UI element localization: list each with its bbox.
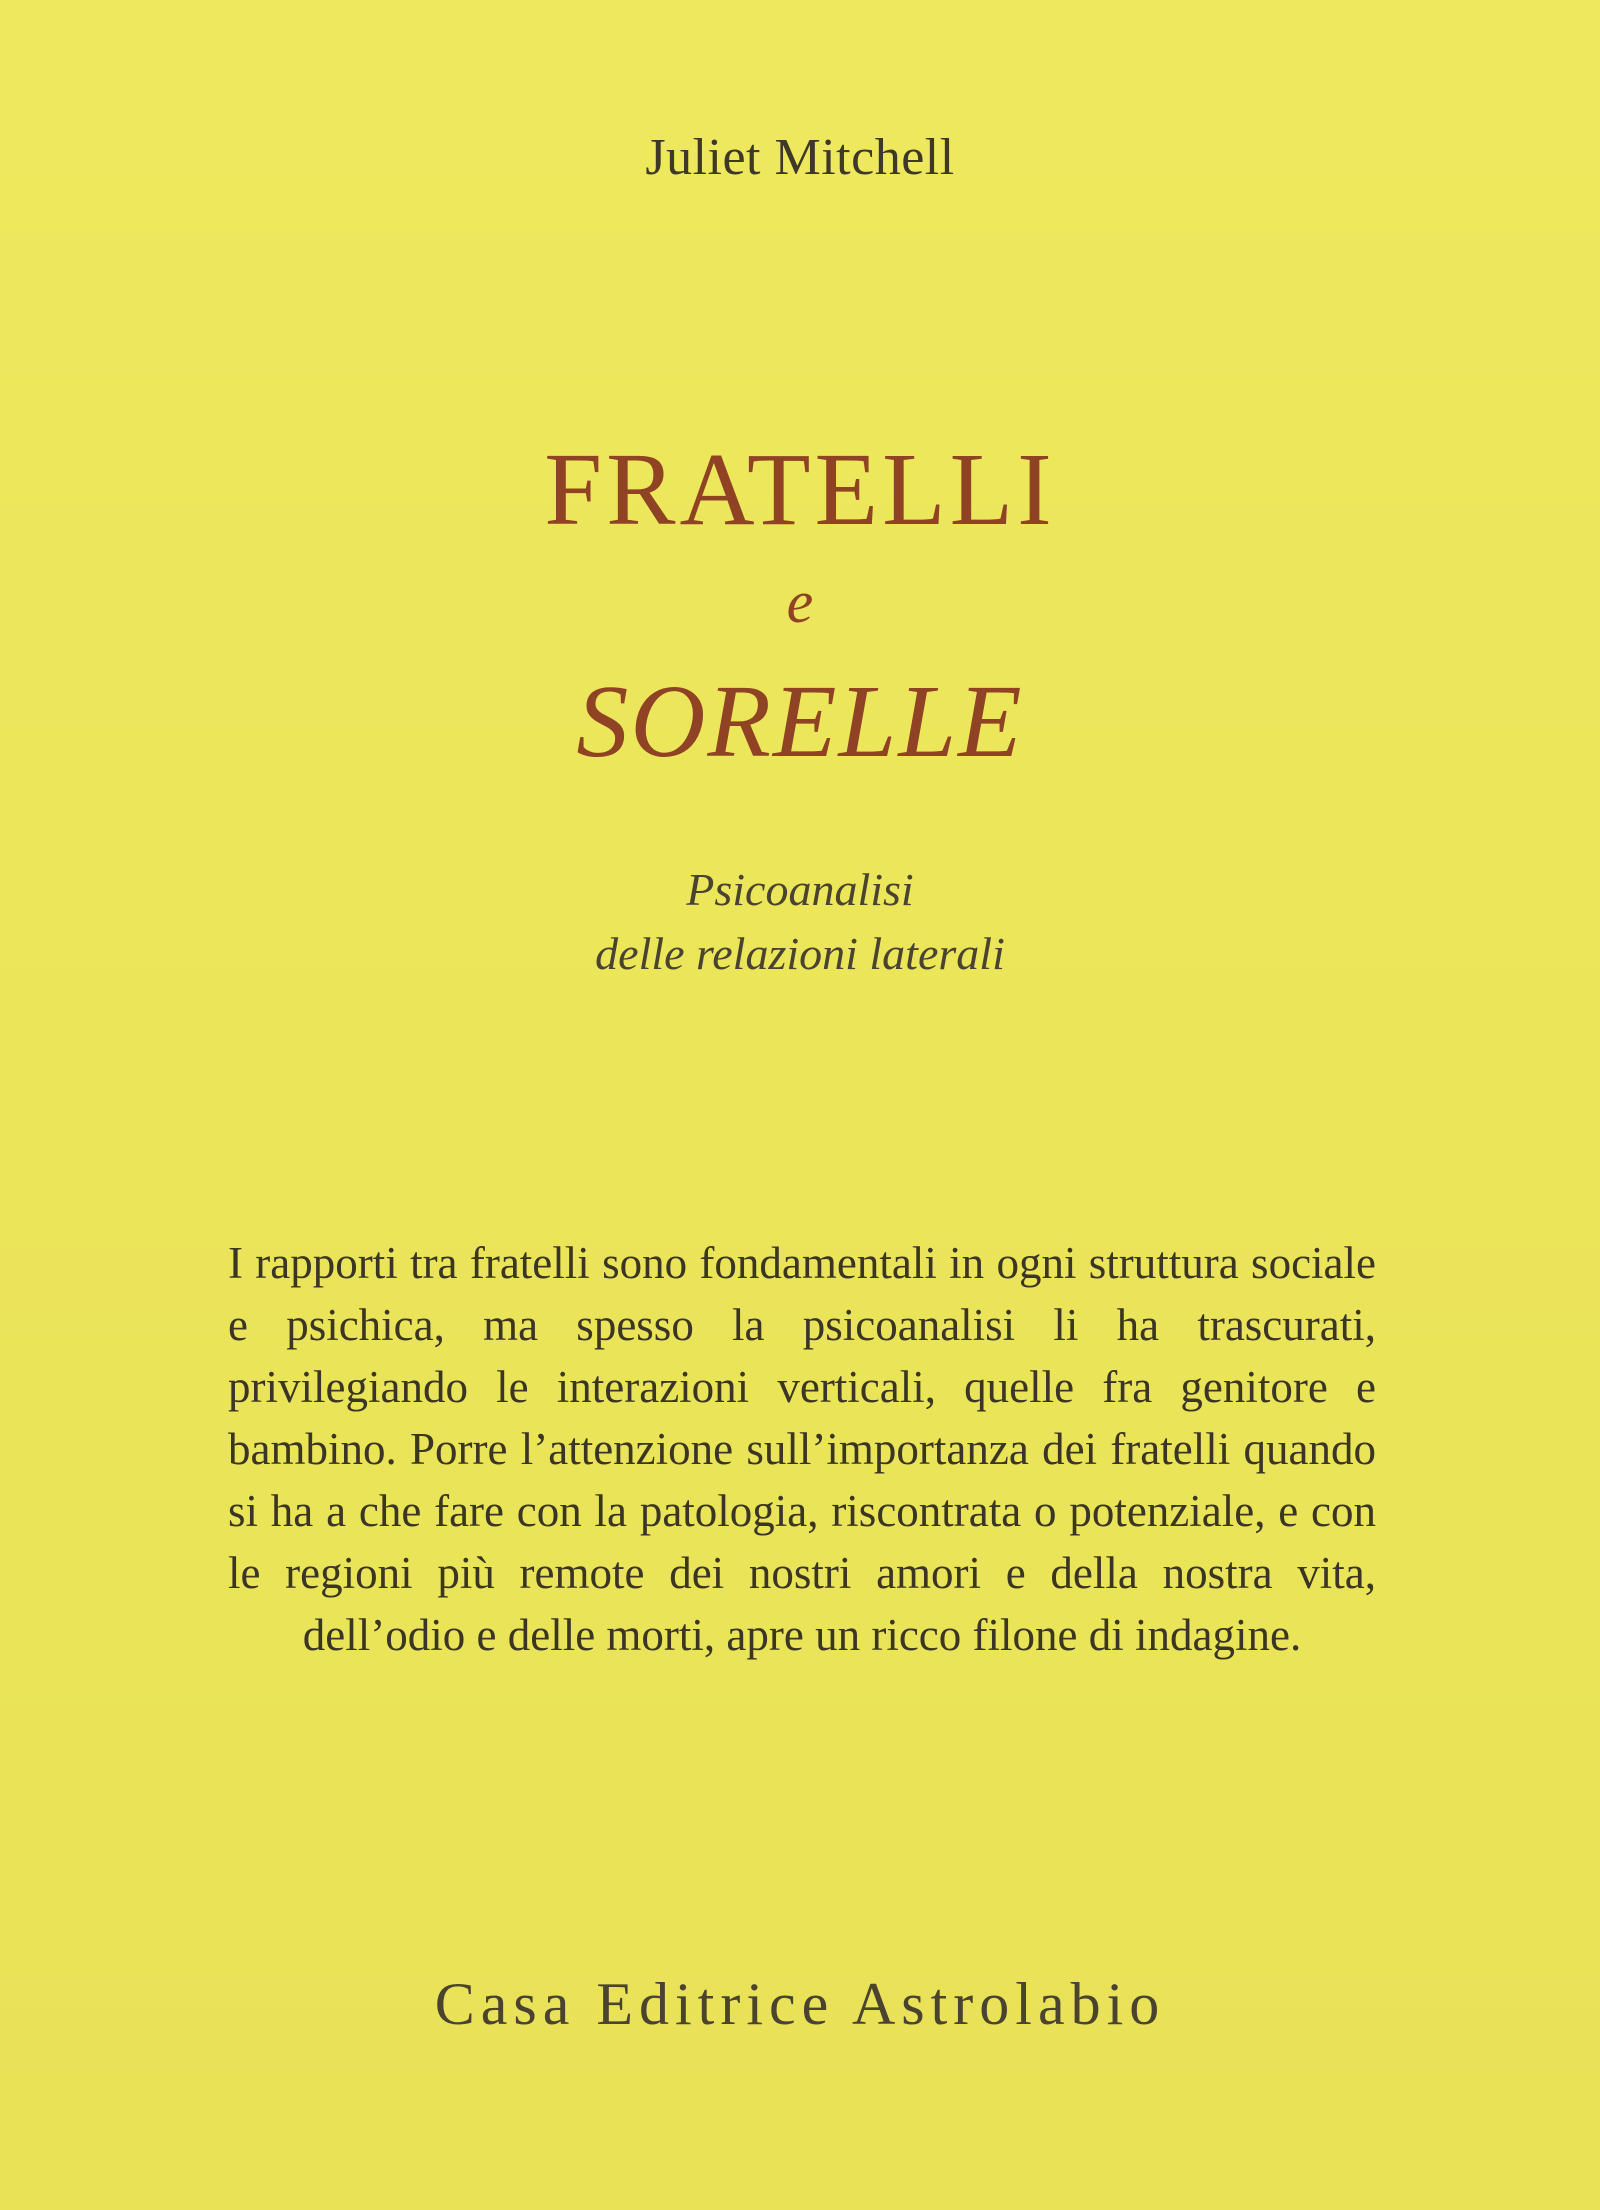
title-conjunction: e — [786, 569, 814, 635]
title-main: FRATELLI — [544, 432, 1056, 547]
subtitle-line-1: Psicoanalisi — [686, 864, 914, 915]
publisher-name: Casa Editrice Astrolabio — [434, 1971, 1166, 2037]
author-name: Juliet Mitchell — [645, 129, 955, 186]
blurb-text: I rapporti tra fratelli sono fondamentali in ogni struttura sociale e psichica, ma spesso la psicoanalisi li ha trascurati, privilegiando le interazioni verticali, quelle fra genitore e bambino. Porre l’attenzione sull’importanza dei fratelli quando si ha a che fare con la patologia, riscontrata o potenziale, e con le regioni più remote dei nostri amori e della nostra vita, dell’odio e delle morti, apre un ricco filone di indagine. — [228, 1238, 1376, 1660]
subtitle — [0, 858, 1600, 986]
subtitle-line-2: delle relazioni laterali — [595, 928, 1005, 979]
title-second: SORELLE — [576, 664, 1024, 779]
